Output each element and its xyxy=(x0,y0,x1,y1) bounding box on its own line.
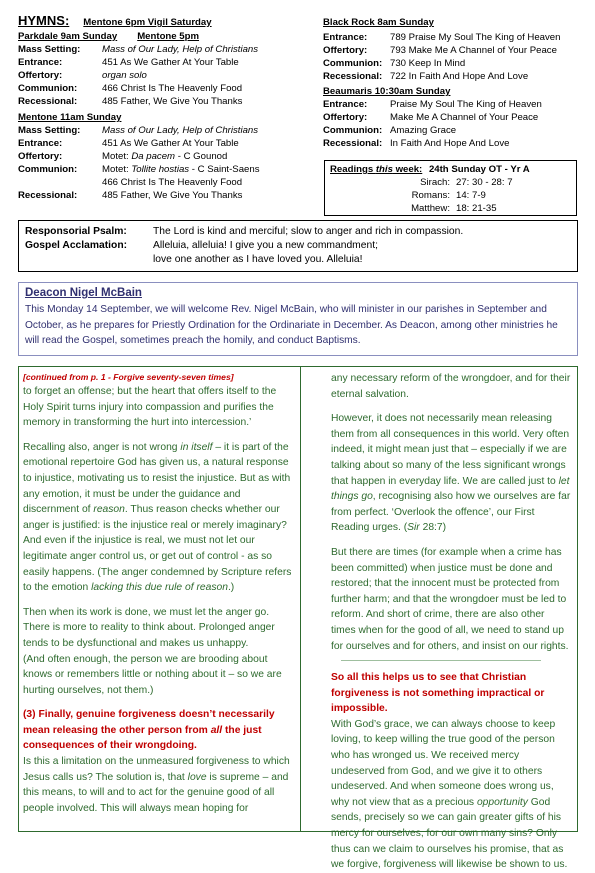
reading-row xyxy=(330,202,571,215)
hymn-label: Communion: xyxy=(18,164,78,175)
hymn-label: Communion: xyxy=(18,83,78,94)
gospel-label: Gospel Acclamation: xyxy=(25,240,128,251)
hymn-row xyxy=(323,124,583,137)
paragraph-3: Then when its work is done, we must let the anger go. There is more to reality to think about. Prolonged anger tends to be dysfunctional and makes us unhappy. xyxy=(23,606,275,649)
parkdale-heading: Parkdale 9am Sunday xyxy=(18,31,118,42)
hymn-row xyxy=(18,150,318,163)
hymn-row xyxy=(18,69,318,82)
hymn-label: Offertory: xyxy=(323,45,368,56)
hymn-label: Recessional: xyxy=(323,138,383,149)
hymn-row xyxy=(323,137,583,150)
psalm-text: The Lord is kind and merciful; slow to anger and rich in compassion. xyxy=(153,226,464,237)
reading-row xyxy=(330,176,571,189)
paragraph-2: Recalling also, anger is not wrong in itself – it is part of the emotional repertoire God has given us, a natural response to injustice, motivating us to resist the injustice. But as with any emotion, it must be under the guidance and discernment of reason. Thus reason checks whether our anger is justified: is the injustice real or merely imaginary? And even if the injustice is real, we must not let our legitimate anger control us, or get out of control - as so easily happens. (The anger condemned by Scripture refers to the emotion lacking this due rule of reason.) xyxy=(23,441,292,594)
hymn-row xyxy=(323,57,583,70)
paragraph-r2: However, it does not necessarily mean releasing them from all consequences in this world. Very often indeed, it might mean just that – especially if we are talking about so many of the less significant wrongs that happen in everyday life. We are called just to let things go, recognising also how we ourselves are far from perfect. ‘Overlook the offence’, our First Reading urges. (Sir 28:7) xyxy=(331,413,571,534)
reading-ref: 27: 30 - 28: 7 xyxy=(456,177,513,188)
mentone-5pm-heading: Mentone 5pm xyxy=(137,31,200,42)
hymn-list-3 xyxy=(323,31,583,83)
gospel-line1: Alleluia, alleluia! I give you a new commandment; xyxy=(153,240,378,251)
hymn-row xyxy=(18,124,318,137)
paragraph-3b: (And often enough, the person we are brooding about knows or remembers little or nothing about it – so we are hurting ourselves, not them.) xyxy=(23,653,282,696)
hymn-value: 793 Make Me A Channel of Your Peace xyxy=(390,45,557,56)
black-rock-heading: Black Rock 8am Sunday xyxy=(323,17,434,28)
hymn-row xyxy=(323,70,583,83)
hymn-value: 485 Father, We Give You Thanks xyxy=(102,96,243,107)
hymn-value: Mass of Our Lady, Help of Christians xyxy=(102,125,259,136)
hymn-row xyxy=(18,163,318,176)
hymns-left xyxy=(18,14,318,202)
hymn-value: 466 Christ Is The Heavenly Food xyxy=(102,83,243,94)
hymn-list-4 xyxy=(323,98,583,150)
hymn-label: Entrance: xyxy=(18,57,63,68)
hymn-label: Recessional: xyxy=(18,190,78,201)
paragraph-4: Is this a limitation on the unmeasured forgiveness to which Jesus calls us? The solution is, that love is supreme – and this means, to will and to act for the genuine good of all people involved. This will always mean hoping for xyxy=(23,756,290,814)
article-left-column xyxy=(18,366,301,832)
hymn-value: 466 Christ Is The Heavenly Food xyxy=(102,177,243,188)
heading-forgiveness: So all this helps us to see that Christian forgiveness is not something impractical or impossible. xyxy=(331,672,545,715)
hymn-label: Recessional: xyxy=(18,96,78,107)
hymn-label: Offertory: xyxy=(18,151,63,162)
hymn-label: Mass Setting: xyxy=(18,125,81,136)
gospel-line2: love one another as I have loved you. Alleluia! xyxy=(153,254,363,265)
article-right-column xyxy=(301,366,578,871)
divider xyxy=(341,660,541,661)
hymn-value: 485 Father, We Give You Thanks xyxy=(102,190,243,201)
hymn-value: 722 In Faith And Hope And Love xyxy=(390,71,529,82)
reading-book: Sirach: xyxy=(420,177,450,188)
hymn-value: Amazing Grace xyxy=(390,125,457,136)
readings-sunday: 24th Sunday OT - Yr A xyxy=(428,164,530,175)
deacon-body: This Monday 14 September, we will welcome Rev. Nigel McBain, who will minister in our parishes in September and October, as he prepares for Priestly Ordination for the Ordinariate in December. As Deacon, among other ministries he will read the Gospel, sometimes preach the homily, and conduct Baptisms. xyxy=(25,304,558,346)
continued-note: [continued from p. 1 - Forgive seventy-seven times] xyxy=(23,372,234,382)
deacon-box xyxy=(18,282,578,356)
hymn-row xyxy=(18,189,318,202)
hymn-label: Communion: xyxy=(323,58,383,69)
hymn-label: Entrance: xyxy=(323,32,368,43)
hymn-label: Offertory: xyxy=(18,70,63,81)
hymn-value: Mass of Our Lady, Help of Christians xyxy=(102,44,259,55)
hymn-label: Offertory: xyxy=(323,112,368,123)
hymn-label: Communion: xyxy=(323,125,383,136)
hymn-row xyxy=(323,98,583,111)
hymn-value: Motet: Da pacem - C Gounod xyxy=(102,151,228,162)
reading-row xyxy=(330,189,571,202)
paragraph-r3: But there are times (for example when a crime has been committed) when justice must be done and restored; that the innocent must be protected from further harm; and that the wrongdoer must be led to reform. And short of crime, there are also other times when for the good of all, we need to stand up for ourselves and for others, and insist on our rights. xyxy=(331,546,569,652)
hymn-value: 730 Keep In Mind xyxy=(390,58,466,69)
hymn-value: 451 As We Gather At Your Table xyxy=(102,138,239,149)
paragraph-1: to forget an offense; but the heart that offers itself to the Holy Spirit turns injury into compassion and purifies the memory in transforming the hurt into intercession.’ xyxy=(23,386,277,429)
hymn-value: Praise My Soul The King of Heaven xyxy=(390,99,542,110)
hymn-list-2 xyxy=(18,124,318,202)
hymn-value: Motet: Tollite hostias - C Saint-Saens xyxy=(102,164,260,175)
mentone-11am-heading: Mentone 11am Sunday xyxy=(18,112,122,123)
deacon-title: Deacon Nigel McBain xyxy=(25,287,142,299)
hymn-list-1 xyxy=(18,43,318,108)
reading-ref: 14: 7-9 xyxy=(456,190,486,201)
hymn-row xyxy=(323,111,583,124)
hymn-value: 451 As We Gather At Your Table xyxy=(102,57,239,68)
hymn-row xyxy=(323,44,583,57)
hymn-label: Entrance: xyxy=(323,99,368,110)
hymn-label: Mass Setting: xyxy=(18,44,81,55)
hymn-value: Make Me A Channel of Your Peace xyxy=(390,112,539,123)
beaumaris-heading: Beaumaris 10:30am Sunday xyxy=(323,86,451,97)
psalm-box xyxy=(18,220,578,272)
hymn-label: Entrance: xyxy=(18,138,63,149)
hymn-label: Recessional: xyxy=(323,71,383,82)
hymns-heading: HYMNS: xyxy=(18,13,70,28)
hymn-label xyxy=(18,176,102,189)
readings-title: Readings this week: 24th Sunday OT - Yr A xyxy=(330,164,530,175)
reading-ref: 18: 21-35 xyxy=(456,203,497,214)
hymn-value: 789 Praise My Soul The King of Heaven xyxy=(390,32,561,43)
hymn-row xyxy=(18,176,318,189)
readings-box xyxy=(324,160,577,216)
hymn-row xyxy=(18,82,318,95)
readings-list xyxy=(330,176,571,215)
heading-3: (3) Finally, genuine forgiveness doesn’t necessarily mean releasing the other person from all the just consequences of their wrongdoing. xyxy=(23,709,275,752)
paragraph-r1: any necessary reform of the wrongdoer, and for their eternal salvation. xyxy=(331,373,571,400)
hymn-row xyxy=(18,43,318,56)
hymn-row xyxy=(323,31,583,44)
hymn-row xyxy=(18,95,318,108)
psalm-label: Responsorial Psalm: xyxy=(25,226,127,237)
hymn-value: organ solo xyxy=(102,70,147,81)
mentone-vigil-heading: Mentone 6pm Vigil Saturday xyxy=(83,17,212,28)
paragraph-r4: With God’s grace, we can always choose to keep loving, to keep willing the true good of the person who has wronged us. We received mercy undeserved from God, and we give it to others undeserved. And when someone does wrong us, why not view that as a precious opportunity God sends, precisely so we can gain greater gifts of his mercy for ourselves, for our own many sins? Only thus can we claim to ourselves his promise, that as we forgive, forgiveness will likewise be shown to us. xyxy=(331,718,568,871)
hymn-row xyxy=(18,56,318,69)
hymn-row xyxy=(18,137,318,150)
reading-book: Matthew: xyxy=(411,203,450,214)
reading-book: Romans: xyxy=(411,190,450,201)
hymn-value: In Faith And Hope And Love xyxy=(390,138,510,149)
hymns-right xyxy=(323,16,583,150)
